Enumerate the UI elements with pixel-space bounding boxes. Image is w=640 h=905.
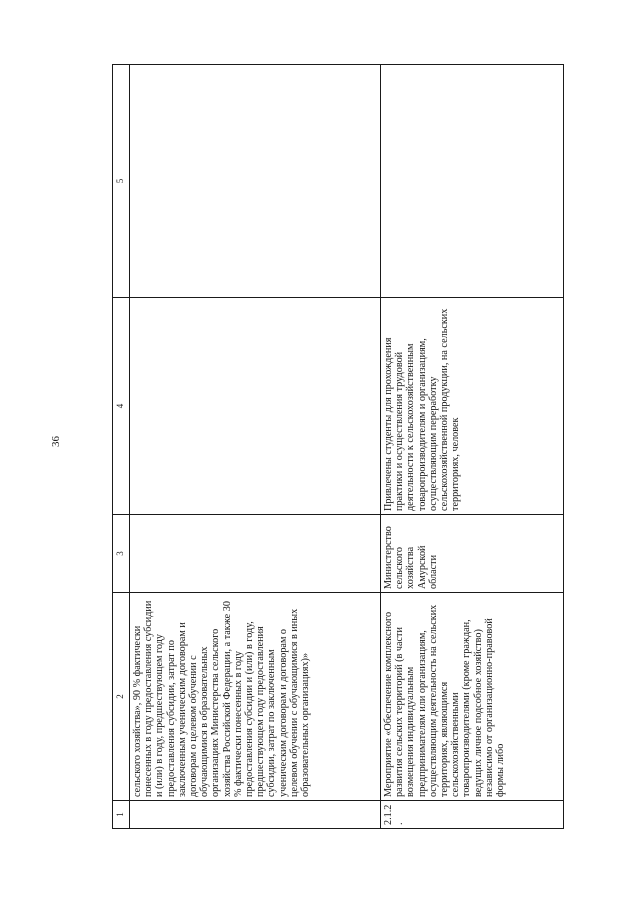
table-row (381, 65, 564, 829)
column-5-cell (130, 65, 381, 298)
header-cell-4: 4 (113, 298, 130, 515)
row-number-cell (130, 801, 381, 829)
table-header-row (113, 65, 130, 829)
description-cell: Мероприятие «Обеспечение комплексного развития сельских территорий (в части возмещения индивидуальным предпринимателям или организациям, осуществляющим деятельность на сельских территориях, являющимся сельскохозяйственными товаропроизводителями (кроме граждан, ведущих личное подсобное хозяйство) независимо от организационно-правовой формы либо (381, 593, 564, 801)
row-number-cell: 2.1.2. (381, 801, 564, 829)
executor-cell: Министерство сельского хозяйства Амурской области (381, 515, 564, 593)
table-row (130, 65, 381, 829)
page-number: 36 (50, 436, 62, 447)
description-cell: сельского хозяйства», 90 % фактически понесенных в году предоставления субсидии и (или) в году, предшествующем году предоставления субсидии, затрат по заключенным ученическим договорам и договорам о целевом обучении с обучающимися в образовательных организациях Министерства сельского хозяйства Российской Федерации, а также 30 % фактически понесенных в году предоставления субсидии и (или) в году, предшествующем году предоставления субсидии, затрат по заключенным ученическим договорам и договорам о целевом обучении с обучающимися в иных образовательных организациях)» (130, 593, 381, 801)
header-cell-2: 2 (113, 593, 130, 801)
executor-cell (130, 515, 381, 593)
header-cell-3: 3 (113, 515, 130, 593)
header-cell-1: 1 (113, 801, 130, 829)
column-5-cell (381, 65, 564, 298)
result-cell (130, 298, 381, 515)
result-cell: Привлечены студенты для прохождения практики и осуществления трудовой деятельности к сельскохозяйственным товаропроизводителям и организациям, осуществляющим переработку сельскохозяйственной продукции, на сельских территориях, человек (381, 298, 564, 515)
program-table (112, 64, 564, 829)
rotated-table-container (112, 65, 554, 829)
header-cell-5: 5 (113, 65, 130, 298)
